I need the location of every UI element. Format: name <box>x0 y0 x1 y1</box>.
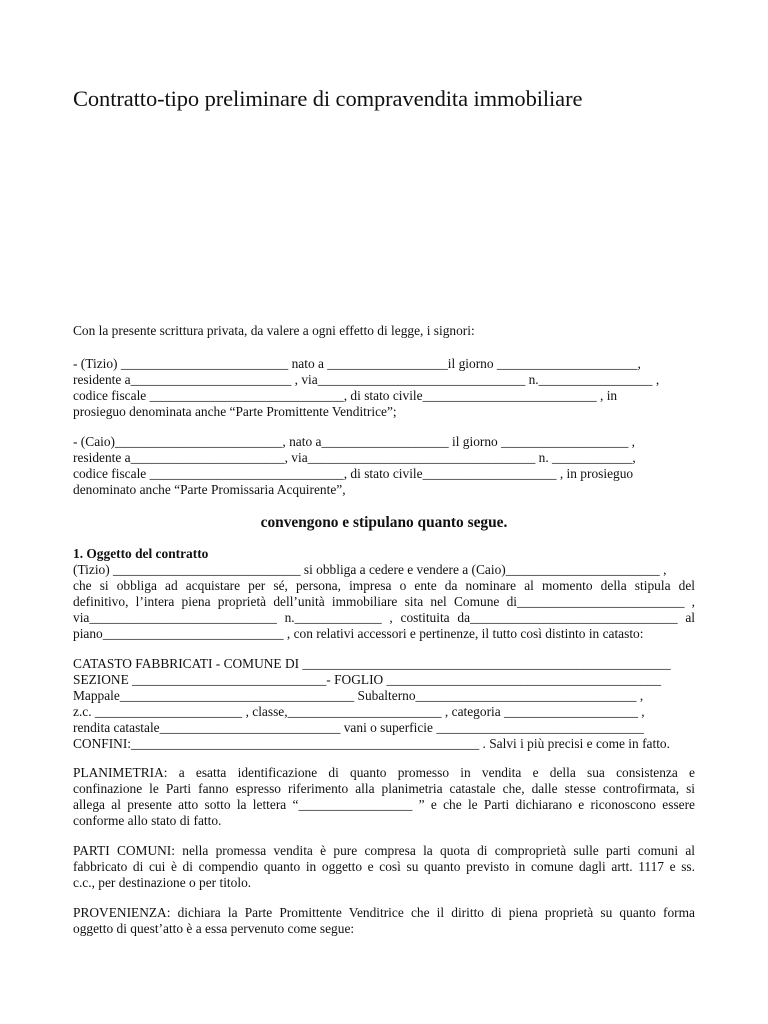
caio-line-4: denominato anche “Parte Promissaria Acquirente”, <box>73 482 346 497</box>
provenienza-line-1: PROVENIENZA: dichiara la Parte Promittente Venditrice che il diritto di piena proprietà su quanto forma <box>73 905 695 920</box>
parti-comuni-line-3: c.c., per destinazione o per titolo. <box>73 875 252 890</box>
section-1-line-5: piano___________________________ , con relativi accessori e pertinenze, il tutto così distinto in catasto: <box>73 626 644 641</box>
caio-line-1: - (Caio)_________________________, nato a___________________ il giorno ___________________ , <box>73 434 636 449</box>
parti-comuni-line-2: fabbricato di cui è di compendio quanto in oggetto e così su quanto previsto in comune dagli artt. 1117 e ss. <box>73 859 695 874</box>
planimetria-line-1: PLANIMETRIA: a esatta identificazione di quanto promesso in vendita e della sua consistenza e <box>73 765 695 780</box>
parti-comuni-line-1: PARTI COMUNI: nella promessa vendita è pure compresa la quota di comproprietà sulle parti comuni al <box>73 843 695 858</box>
planimetria-line-3: allega al presente atto sotto la lettera “_________________ ” e che le Parti dichiarano e riconoscono essere <box>73 797 695 812</box>
tizio-line-3: codice fiscale _____________________________, di stato civile__________________________ , in <box>73 388 618 403</box>
catasto-line-1: CATASTO FABBRICATI - COMUNE DI _______________________________________________________ <box>73 656 671 671</box>
section-1-line-3: definitivo, l’intera piena proprietà dell’unità immobiliare sita nel Comune di_________________________ , <box>73 594 695 609</box>
catasto-line-4: z.c. ______________________ , classe,_______________________ , categoria ____________________ , <box>73 704 645 719</box>
provenienza-line-2: oggetto di quest’atto è a essa pervenuto come segue: <box>73 921 355 936</box>
caio-line-2: residente a_______________________, via__________________________________ n. ____________, <box>73 450 636 465</box>
section-1-line-2: che si obbliga ad acquistare per sé, persona, impresa o ente da nominare al momento della stipula del <box>73 578 695 593</box>
section-1-line-4: via____________________________ n._____________ , costituita da_______________________________ al <box>73 610 695 625</box>
section-1-title: 1. Oggetto del contratto <box>73 546 209 561</box>
caio-line-3: codice fiscale _____________________________, di stato civile____________________ , in prosieguo <box>73 466 634 481</box>
catasto-line-3: Mappale___________________________________ Subalterno_________________________________ , <box>73 688 644 703</box>
agreement-heading: convengono e stipulano quanto segue. <box>260 514 508 531</box>
tizio-line-2: residente a________________________ , via_______________________________ n._________________ , <box>73 372 660 387</box>
catasto-line-5: rendita catastale___________________________ vani o superficie _______________________________ <box>73 720 644 735</box>
document-title: Contratto-tipo preliminare di compravendita immobiliare <box>73 86 583 111</box>
section-1-line-1: (Tizio) ____________________________ si obbliga a cedere e vendere a (Caio)_______________________ , <box>73 562 667 577</box>
tizio-line-1: - (Tizio) _________________________ nato a __________________il giorno _____________________, <box>73 356 641 371</box>
tizio-line-4: prosieguo denominata anche “Parte Promittente Venditrice”; <box>73 404 397 419</box>
planimetria-line-2: confinazione le Parti fanno espresso riferimento alla planimetria catastale che, dalle stesse controfirmata, si <box>73 781 695 796</box>
catasto-line-6: CONFINI:____________________________________________________ . Salvi i più precisi e come in fatto. <box>73 736 670 751</box>
intro-paragraph: Con la presente scrittura privata, da valere a ogni effetto di legge, i signori: <box>73 323 475 338</box>
planimetria-line-4: conforme allo stato di fatto. <box>73 813 222 828</box>
catasto-line-2: SEZIONE _____________________________- FOGLIO _________________________________________ <box>73 672 662 687</box>
